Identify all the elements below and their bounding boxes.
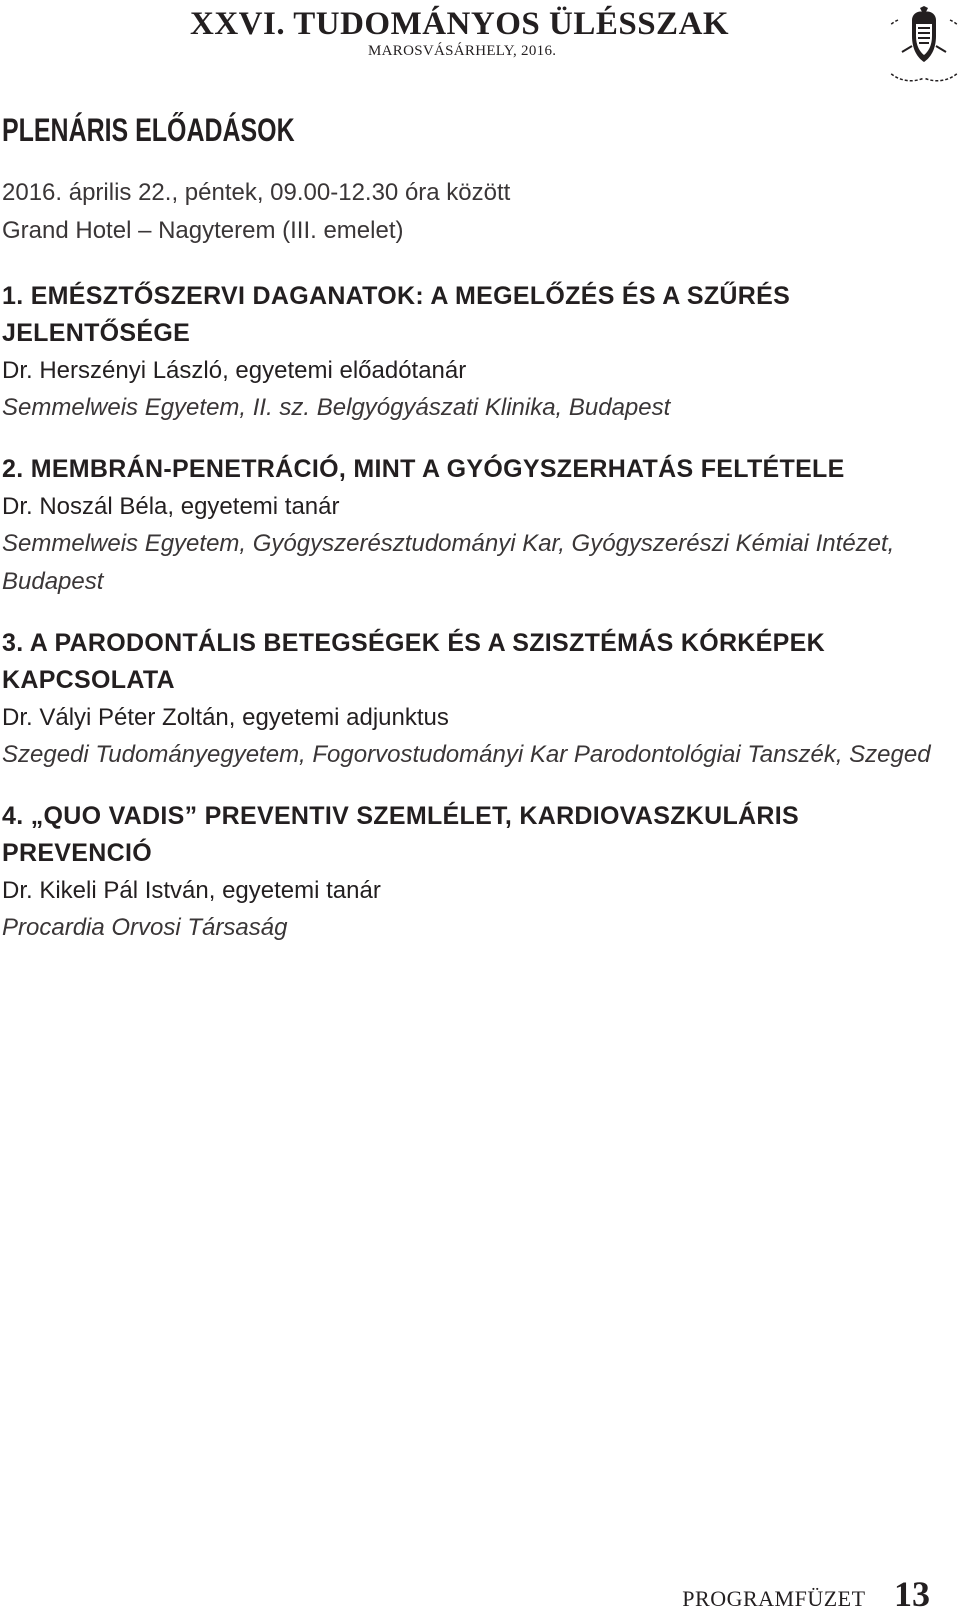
event-title: XXVI. TUDOMÁNYOS ÜLÉSSZAK <box>190 6 730 42</box>
talk-title: 4. „QUO VADIS” PREVENTIV SZEMLÉLET, KARDIOVASZKULÁRIS PREVENCIÓ <box>2 802 799 867</box>
talk-institution: Semmelweis Egyetem, Gyógyszerésztudományi Kar, Gyógyszerészi Kémiai Intézet, Budapest <box>2 530 895 595</box>
session-meta <box>2 174 510 250</box>
talk-speaker: Dr. Kikeli Pál István, egyetemi tanár <box>2 877 381 904</box>
talk-institution: Procardia Orvosi Társaság <box>2 914 288 941</box>
page-number: 13 <box>894 1574 930 1614</box>
page-header <box>190 6 790 60</box>
event-location-year: MAROSVÁSÁRHELY, 2016. <box>368 43 557 59</box>
talk-title: 3. A PARODONTÁLIS BETEGSÉGEK ÉS A SZISZTÉMÁS KÓRKÉPEK KAPCSOLATA <box>2 629 825 694</box>
talk-speaker: Dr. Herszényi László, egyetemi előadótanár <box>2 357 467 384</box>
talk-item <box>2 798 942 947</box>
talk-title: 2. MEMBRÁN-PENETRÁCIÓ, MINT A GYÓGYSZERHATÁS FELTÉTELE <box>2 455 845 483</box>
talk-institution: Szegedi Tudományegyetem, Fogorvostudományi Kar Parodontológiai Tanszék, Szeged <box>2 741 931 768</box>
talk-item <box>2 451 942 601</box>
talk-item <box>2 625 942 774</box>
section-title: PLENÁRIS ELŐADÁSOK <box>2 112 295 148</box>
session-venue: Grand Hotel – Nagyterem (III. emelet) <box>2 217 404 244</box>
talk-speaker: Dr. Vályi Péter Zoltán, egyetemi adjunktus <box>2 704 449 731</box>
talk-list <box>2 278 942 971</box>
talk-item <box>2 278 942 427</box>
talk-title: 1. EMÉSZTŐSZERVI DAGANATOK: A MEGELŐZÉS ÉS A SZŰRÉS JELENTŐSÉGE <box>2 282 791 347</box>
talk-speaker: Dr. Noszál Béla, egyetemi tanár <box>2 493 340 520</box>
society-seal-icon <box>890 6 958 84</box>
talk-institution: Semmelweis Egyetem, II. sz. Belgyógyászati Klinika, Budapest <box>2 394 671 421</box>
page-footer <box>682 1573 930 1615</box>
footer-label: PROGRAMFÜZET <box>682 1586 866 1611</box>
session-date: 2016. április 22., péntek, 09.00-12.30 óra között <box>2 179 511 206</box>
